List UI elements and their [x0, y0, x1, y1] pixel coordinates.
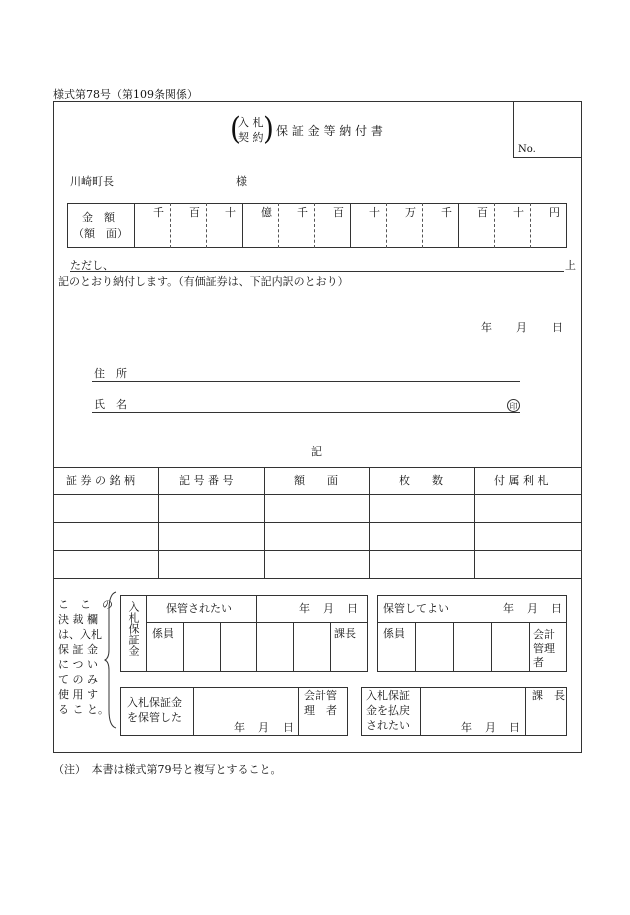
ki-label: 記 [311, 445, 322, 458]
deposit-ri-sha: 理 者 [304, 704, 337, 717]
unit-oku: 億 [261, 206, 272, 219]
unit-hyaku: 百 [477, 206, 488, 219]
nyusatsu-hoshokin-label: 入札保証金 [127, 601, 140, 656]
addressee-name: 川崎町長 [70, 175, 114, 188]
tadashi-end: 上 [565, 259, 576, 272]
tadashi-label: ただし、 [70, 259, 114, 272]
footnote: （注） 本書は様式第79号と複写とすること。 [53, 763, 282, 776]
amount-label: 金 額 [82, 211, 115, 224]
unit-juu: 十 [513, 206, 524, 219]
unit-sen: 千 [441, 206, 452, 219]
kaikei-kanrisha-label: 会計管理者 [533, 628, 555, 669]
unit-hyaku: 百 [189, 206, 200, 219]
right-kakariin: 係員 [383, 627, 405, 640]
statement: 記のとおり納付します。（有価証券は、下記内訳のとおり） [58, 275, 349, 288]
refund-kacho: 課 長 [532, 689, 565, 702]
date-month: 月 [516, 321, 527, 334]
deposit-date-month: 月 [258, 721, 269, 734]
unit-sen: 千 [297, 206, 308, 219]
right-date-month: 月 [527, 602, 538, 615]
refund-date-year: 年 [461, 721, 472, 734]
unit-en: 円 [549, 206, 560, 219]
title-bracket-right: ) [263, 110, 274, 147]
addressee-honorific: 様 [236, 175, 247, 188]
title-text: 保 証 金 等 納 付 書 [276, 124, 383, 138]
amount-label-face: （額 面） [73, 227, 128, 240]
address-line[interactable] [92, 381, 520, 382]
unit-juu: 十 [225, 206, 236, 219]
left-date-year: 年 [299, 602, 310, 615]
refund-label-1: 入札保証 [366, 689, 410, 702]
left-date-day: 日 [347, 602, 358, 615]
left-kakariin: 係員 [152, 627, 174, 640]
right-date-day: 日 [551, 602, 562, 615]
date-day: 日 [552, 321, 563, 334]
hokan-shiteyoi: 保管してよい [383, 602, 449, 615]
unit-juu: 十 [369, 206, 380, 219]
number-label: No. [518, 144, 536, 155]
left-kacho: 課長 [334, 627, 356, 640]
hokan-saretai: 保管されたい [166, 602, 232, 615]
title-nyusatsu: 入 札 [238, 116, 264, 129]
deposit-date-year: 年 [234, 721, 245, 734]
header-count: 枚 数 [399, 474, 443, 487]
title-keiyaku: 契 約 [238, 131, 264, 144]
seal-mark: 印 [507, 399, 520, 412]
unit-sen: 千 [153, 206, 164, 219]
name-label: 氏 名 [94, 398, 127, 411]
unit-man: 万 [405, 206, 416, 219]
address-label: 住 所 [94, 367, 127, 380]
header-face-value: 額 面 [294, 474, 338, 487]
refund-date-day: 日 [509, 721, 520, 734]
unit-hyaku: 百 [333, 206, 344, 219]
deposit-label-2: を保管した [127, 711, 182, 724]
brace-icon [104, 590, 118, 730]
refund-label-3: されたい [366, 719, 410, 732]
deposit-kaikei-kan: 会計管 [304, 689, 337, 702]
date-year: 年 [481, 321, 492, 334]
name-line[interactable] [92, 412, 520, 413]
header-symbol-number: 記 号 番 号 [179, 474, 234, 487]
deposit-date-day: 日 [283, 721, 294, 734]
header-security-name: 証 券 の 銘 柄 [66, 474, 135, 487]
amount-table [67, 203, 567, 248]
deposit-label-1: 入札保証金 [127, 696, 182, 709]
right-date-year: 年 [503, 602, 514, 615]
header-coupons: 付 属 利 札 [494, 474, 549, 487]
refund-date-month: 月 [485, 721, 496, 734]
left-date-month: 月 [323, 602, 334, 615]
form-label: 様式第78号（第109条関係） [53, 88, 198, 101]
title-bracket-left: ( [230, 110, 241, 147]
tadashi-line[interactable] [70, 271, 564, 272]
refund-label-2: 金を払戻 [366, 704, 410, 717]
